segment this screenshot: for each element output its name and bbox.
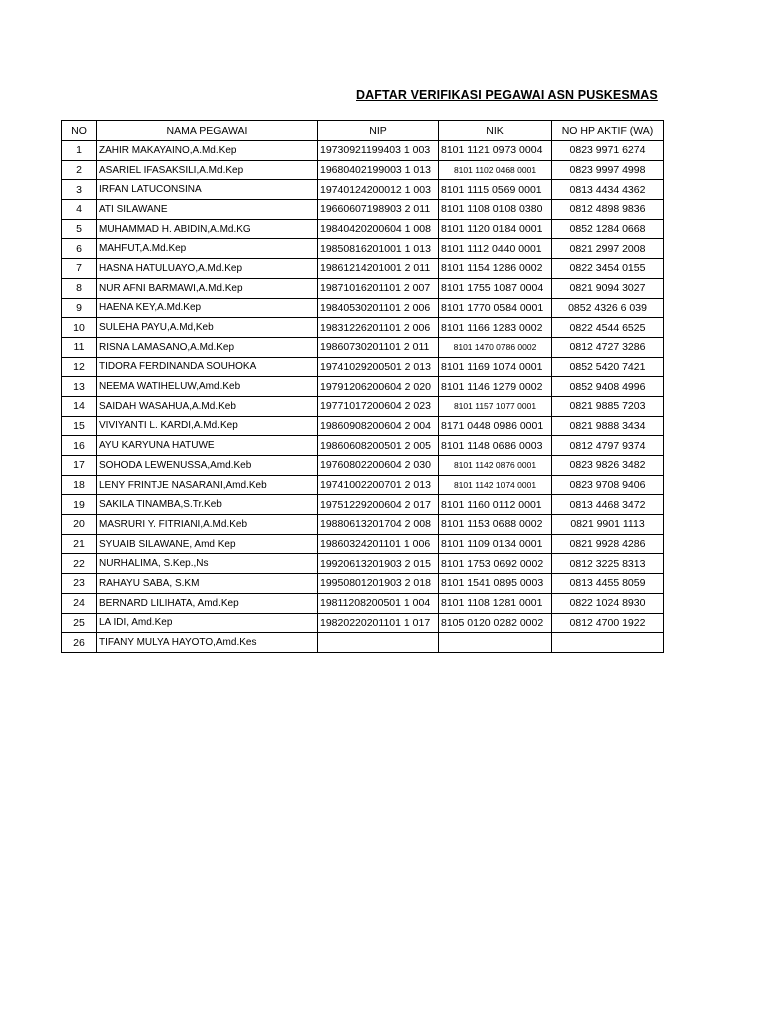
nik-cell: 8101 1169 1074 0001 — [439, 357, 552, 377]
table-row — [62, 574, 664, 594]
table-row — [62, 180, 664, 200]
nip-cell: 19730921199403 1 003 — [318, 141, 439, 161]
nik-cell: 8101 1108 0108 0380 — [439, 200, 552, 220]
row-number-cell: 23 — [62, 574, 97, 594]
table-row — [62, 495, 664, 515]
table-row — [62, 377, 664, 397]
table-row — [62, 160, 664, 180]
column-header-nip: NIP — [318, 121, 439, 141]
employee-name-cell: NEEMA WATIHELUW,Amd.Keb — [97, 377, 318, 397]
employee-name-cell: AYU KARYUNA HATUWE — [97, 436, 318, 456]
employee-name-cell: IRFAN LATUCONSINA — [97, 180, 318, 200]
nik-cell: 8101 1142 0876 0001 — [439, 456, 552, 476]
employee-name-cell: SAKILA TINAMBA,S.Tr.Keb — [97, 495, 318, 515]
employee-name-cell: LENY FRINTJE NASARANI,Amd.Keb — [97, 475, 318, 495]
table-row — [62, 396, 664, 416]
table-header-row — [62, 121, 664, 141]
table-row — [62, 141, 664, 161]
table-row — [62, 318, 664, 338]
employee-name-cell: ASARIEL IFASAKSILI,A.Md.Kep — [97, 160, 318, 180]
phone-cell: 0821 9885 7203 — [552, 396, 664, 416]
nik-cell: 8101 1112 0440 0001 — [439, 239, 552, 259]
nik-cell: 8101 1108 1281 0001 — [439, 593, 552, 613]
employee-name-cell: HASNA HATULUAYO,A.Md.Kep — [97, 259, 318, 279]
column-header-name: NAMA PEGAWAI — [97, 121, 318, 141]
nip-cell: 19860324201101 1 006 — [318, 534, 439, 554]
nik-cell: 8101 1755 1087 0004 — [439, 278, 552, 298]
employee-name-cell: MAHFUT,A.Md.Kep — [97, 239, 318, 259]
nik-cell: 8101 1153 0688 0002 — [439, 515, 552, 535]
employee-name-cell: NURHALIMA, S.Kep.,Ns — [97, 554, 318, 574]
nip-cell: 19660607198903 2 011 — [318, 200, 439, 220]
table-row — [62, 456, 664, 476]
employee-name-cell: ATI SILAWANE — [97, 200, 318, 220]
phone-cell: 0823 9708 9406 — [552, 475, 664, 495]
table-row — [62, 219, 664, 239]
page-title: DAFTAR VERIFIKASI PEGAWAI ASN PUSKESMAS — [356, 88, 658, 102]
nik-cell: 8101 1470 0786 0002 — [439, 337, 552, 357]
row-number-cell: 15 — [62, 416, 97, 436]
phone-cell: 0852 4326 6 039 — [552, 298, 664, 318]
row-number-cell: 10 — [62, 318, 97, 338]
table-row — [62, 534, 664, 554]
employee-name-cell: NUR AFNI BARMAWI,A.Md.Kep — [97, 278, 318, 298]
phone-cell: 0813 4455 8059 — [552, 574, 664, 594]
nip-cell: 19860608200501 2 005 — [318, 436, 439, 456]
employee-name-cell: ZAHIR MAKAYAINO,A.Md.Kep — [97, 141, 318, 161]
row-number-cell: 7 — [62, 259, 97, 279]
table-row — [62, 554, 664, 574]
table-row — [62, 416, 664, 436]
table-row — [62, 259, 664, 279]
employee-name-cell: LA IDI, Amd.Kep — [97, 613, 318, 633]
employee-name-cell: SYUAIB SILAWANE, Amd Kep — [97, 534, 318, 554]
phone-cell: 0822 1024 8930 — [552, 593, 664, 613]
phone-cell: 0821 2997 2008 — [552, 239, 664, 259]
phone-cell: 0812 3225 8313 — [552, 554, 664, 574]
column-header-phone: NO HP AKTIF (WA) — [552, 121, 664, 141]
nik-cell: 8101 1753 0692 0002 — [439, 554, 552, 574]
nip-cell: 19791206200604 2 020 — [318, 377, 439, 397]
row-number-cell: 14 — [62, 396, 97, 416]
employee-name-cell: HAENA KEY,A.Md.Kep — [97, 298, 318, 318]
employee-name-cell: TIFANY MULYA HAYOTO,Amd.Kes — [97, 633, 318, 653]
table-row — [62, 239, 664, 259]
row-number-cell: 6 — [62, 239, 97, 259]
phone-cell: 0821 9888 3434 — [552, 416, 664, 436]
nip-cell: 19811208200501 1 004 — [318, 593, 439, 613]
row-number-cell: 2 — [62, 160, 97, 180]
nip-cell: 19860908200604 2 004 — [318, 416, 439, 436]
row-number-cell: 17 — [62, 456, 97, 476]
table-row — [62, 613, 664, 633]
nik-cell: 8101 1102 0468 0001 — [439, 160, 552, 180]
nik-cell: 8101 1160 0112 0001 — [439, 495, 552, 515]
employee-name-cell: SAIDAH WASAHUA,A.Md.Keb — [97, 396, 318, 416]
row-number-cell: 3 — [62, 180, 97, 200]
phone-cell: 0852 9408 4996 — [552, 377, 664, 397]
row-number-cell: 12 — [62, 357, 97, 377]
phone-cell — [552, 633, 664, 653]
employee-table — [61, 120, 664, 653]
phone-cell: 0823 9971 6274 — [552, 141, 664, 161]
nip-cell: 19740124200012 1 003 — [318, 180, 439, 200]
employee-name-cell: BERNARD LILIHATA, Amd.Kep — [97, 593, 318, 613]
table-row — [62, 593, 664, 613]
employee-name-cell: SOHODA LEWENUSSA,Amd.Keb — [97, 456, 318, 476]
row-number-cell: 13 — [62, 377, 97, 397]
nip-cell: 19950801201903 2 018 — [318, 574, 439, 594]
row-number-cell: 5 — [62, 219, 97, 239]
phone-cell: 0823 9997 4998 — [552, 160, 664, 180]
table-row — [62, 436, 664, 456]
nik-cell: 8101 1154 1286 0002 — [439, 259, 552, 279]
phone-cell: 0852 5420 7421 — [552, 357, 664, 377]
nip-cell: 19771017200604 2 023 — [318, 396, 439, 416]
row-number-cell: 11 — [62, 337, 97, 357]
nip-cell: 19680402199003 1 013 — [318, 160, 439, 180]
table-row — [62, 357, 664, 377]
table-row — [62, 633, 664, 653]
nip-cell: 19831226201101 2 006 — [318, 318, 439, 338]
nip-cell: 19861214201001 2 011 — [318, 259, 439, 279]
employee-name-cell: MASRURI Y. FITRIANI,A.Md.Keb — [97, 515, 318, 535]
phone-cell: 0822 4544 6525 — [552, 318, 664, 338]
row-number-cell: 1 — [62, 141, 97, 161]
row-number-cell: 25 — [62, 613, 97, 633]
phone-cell: 0812 4797 9374 — [552, 436, 664, 456]
table-row — [62, 515, 664, 535]
nik-cell: 8101 1148 0686 0003 — [439, 436, 552, 456]
nip-cell: 19860730201101 2 011 — [318, 337, 439, 357]
table-row — [62, 475, 664, 495]
nip-cell: 19840420200604 1 008 — [318, 219, 439, 239]
column-header-nik: NIK — [439, 121, 552, 141]
phone-cell: 0812 4727 3286 — [552, 337, 664, 357]
nik-cell: 8101 1115 0569 0001 — [439, 180, 552, 200]
phone-cell: 0821 9094 3027 — [552, 278, 664, 298]
nip-cell — [318, 633, 439, 653]
nip-cell: 19820220201101 1 017 — [318, 613, 439, 633]
employee-name-cell: TIDORA FERDINANDA SOUHOKA — [97, 357, 318, 377]
row-number-cell: 4 — [62, 200, 97, 220]
row-number-cell: 24 — [62, 593, 97, 613]
row-number-cell: 19 — [62, 495, 97, 515]
nik-cell: 8171 0448 0986 0001 — [439, 416, 552, 436]
employee-name-cell: RAHAYU SABA, S.KM — [97, 574, 318, 594]
row-number-cell: 9 — [62, 298, 97, 318]
table-row — [62, 200, 664, 220]
phone-cell: 0812 4700 1922 — [552, 613, 664, 633]
nip-cell: 19741002200701 2 013 — [318, 475, 439, 495]
row-number-cell: 21 — [62, 534, 97, 554]
row-number-cell: 22 — [62, 554, 97, 574]
row-number-cell: 26 — [62, 633, 97, 653]
nip-cell: 19850816201001 1 013 — [318, 239, 439, 259]
employee-name-cell: SULEHA PAYU,A.Md,Keb — [97, 318, 318, 338]
table-body — [62, 141, 664, 653]
employee-name-cell: RISNA LAMASANO,A.Md.Kep — [97, 337, 318, 357]
nip-cell: 19741029200501 2 013 — [318, 357, 439, 377]
nik-cell — [439, 633, 552, 653]
row-number-cell: 20 — [62, 515, 97, 535]
phone-cell: 0813 4434 4362 — [552, 180, 664, 200]
phone-cell: 0821 9928 4286 — [552, 534, 664, 554]
nip-cell: 19871016201101 2 007 — [318, 278, 439, 298]
nik-cell: 8101 1121 0973 0004 — [439, 141, 552, 161]
nik-cell: 8101 1146 1279 0002 — [439, 377, 552, 397]
row-number-cell: 8 — [62, 278, 97, 298]
nik-cell: 8101 1770 0584 0001 — [439, 298, 552, 318]
column-header-no: NO — [62, 121, 97, 141]
nik-cell: 8101 1109 0134 0001 — [439, 534, 552, 554]
employee-name-cell: MUHAMMAD H. ABIDIN,A.Md.KG — [97, 219, 318, 239]
row-number-cell: 18 — [62, 475, 97, 495]
phone-cell: 0823 9826 3482 — [552, 456, 664, 476]
phone-cell: 0822 3454 0155 — [552, 259, 664, 279]
table-row — [62, 298, 664, 318]
employee-name-cell: VIVIYANTI L. KARDI,A.Md.Kep — [97, 416, 318, 436]
table-row — [62, 337, 664, 357]
nik-cell: 8101 1541 0895 0003 — [439, 574, 552, 594]
table-row — [62, 278, 664, 298]
nip-cell: 19751229200604 2 017 — [318, 495, 439, 515]
nik-cell: 8105 0120 0282 0002 — [439, 613, 552, 633]
phone-cell: 0852 1284 0668 — [552, 219, 664, 239]
nik-cell: 8101 1120 0184 0001 — [439, 219, 552, 239]
phone-cell: 0821 9901 1113 — [552, 515, 664, 535]
phone-cell: 0812 4898 9836 — [552, 200, 664, 220]
nik-cell: 8101 1142 1074 0001 — [439, 475, 552, 495]
nip-cell: 19920613201903 2 015 — [318, 554, 439, 574]
nik-cell: 8101 1157 1077 0001 — [439, 396, 552, 416]
nip-cell: 19880613201704 2 008 — [318, 515, 439, 535]
nip-cell: 19840530201101 2 006 — [318, 298, 439, 318]
row-number-cell: 16 — [62, 436, 97, 456]
nip-cell: 19760802200604 2 030 — [318, 456, 439, 476]
nik-cell: 8101 1166 1283 0002 — [439, 318, 552, 338]
phone-cell: 0813 4468 3472 — [552, 495, 664, 515]
